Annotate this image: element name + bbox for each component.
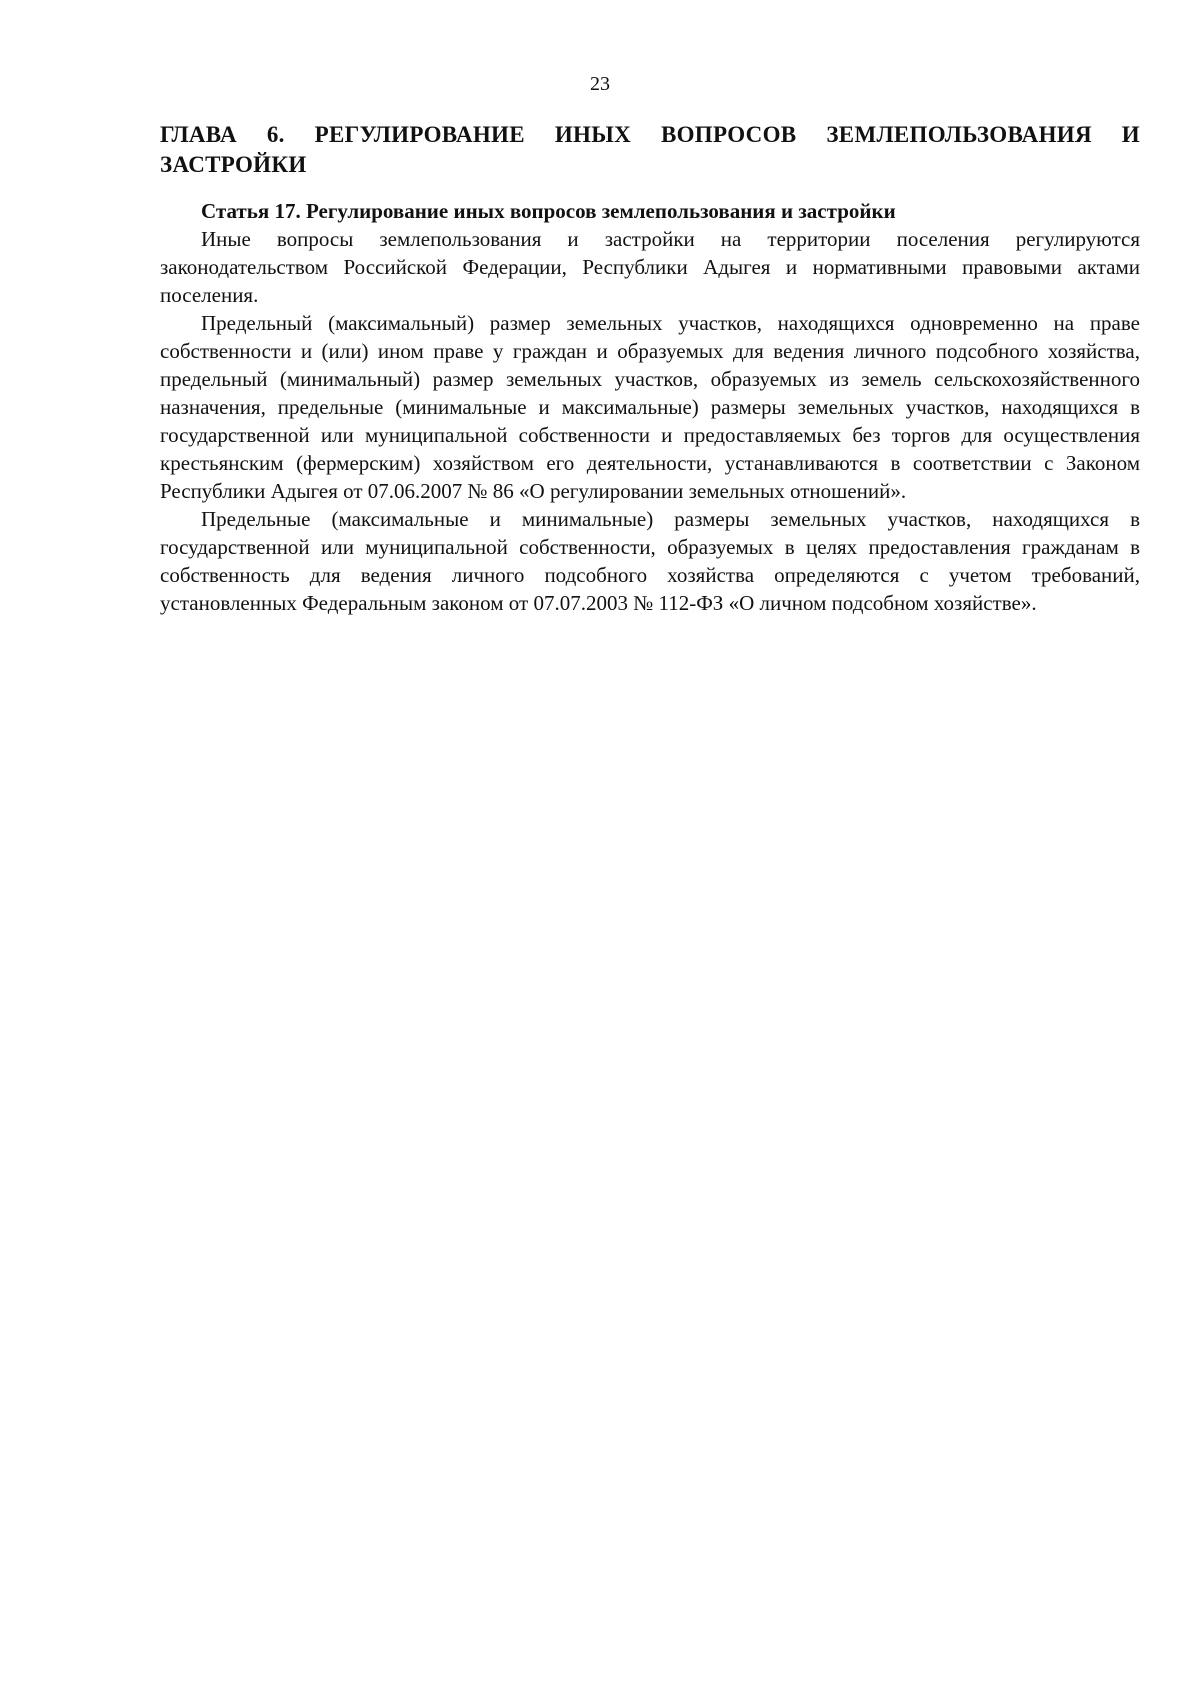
article-paragraph-3: Предельные (максимальные и минимальные) размеры земельных участков, находящихся в государственной или муниципальной собственности, образуемых в целях предоставления гражданам в собственность для ведения личного подсобного хозяйства определяются с учетом требований, установленных Федеральным законом от 07.07.2003 № 112-ФЗ «О личном подсобном хозяйстве». [160,507,1140,615]
chapter-title: ГЛАВА 6. РЕГУЛИРОВАНИЕ ИНЫХ ВОПРОСОВ ЗЕМЛЕПОЛЬЗОВАНИЯ И ЗАСТРОЙКИ [160,122,1140,177]
page-content [160,120,1140,617]
page-number: 23 [590,73,610,95]
article-paragraph-2: Предельный (максимальный) размер земельных участков, находящихся одновременно на праве собственности и (или) ином праве у граждан и образуемых для ведения личного подсобного хозяйства, предельный (минимальный) размер земельных участков, образуемых из земель сельскохозяйственного назначения, предельные (минимальные и максимальные) размеры земельных участков, находящихся в государственной или муниципальной собственности и предоставляемых без торгов для осуществления крестьянским (фермерским) хозяйством его деятельности, устанавливаются в соответствии с Законом Республики Адыгея от 07.06.2007 № 86 «О регулировании земельных отношений». [160,311,1140,503]
article-paragraph-1: Иные вопросы землепользования и застройки на территории поселения регулируются законодательством Российской Федерации, Республики Адыгея и нормативными правовыми актами поселения. [160,227,1140,307]
article-title: Статья 17. Регулирование иных вопросов землепользования и застройки [201,199,896,223]
